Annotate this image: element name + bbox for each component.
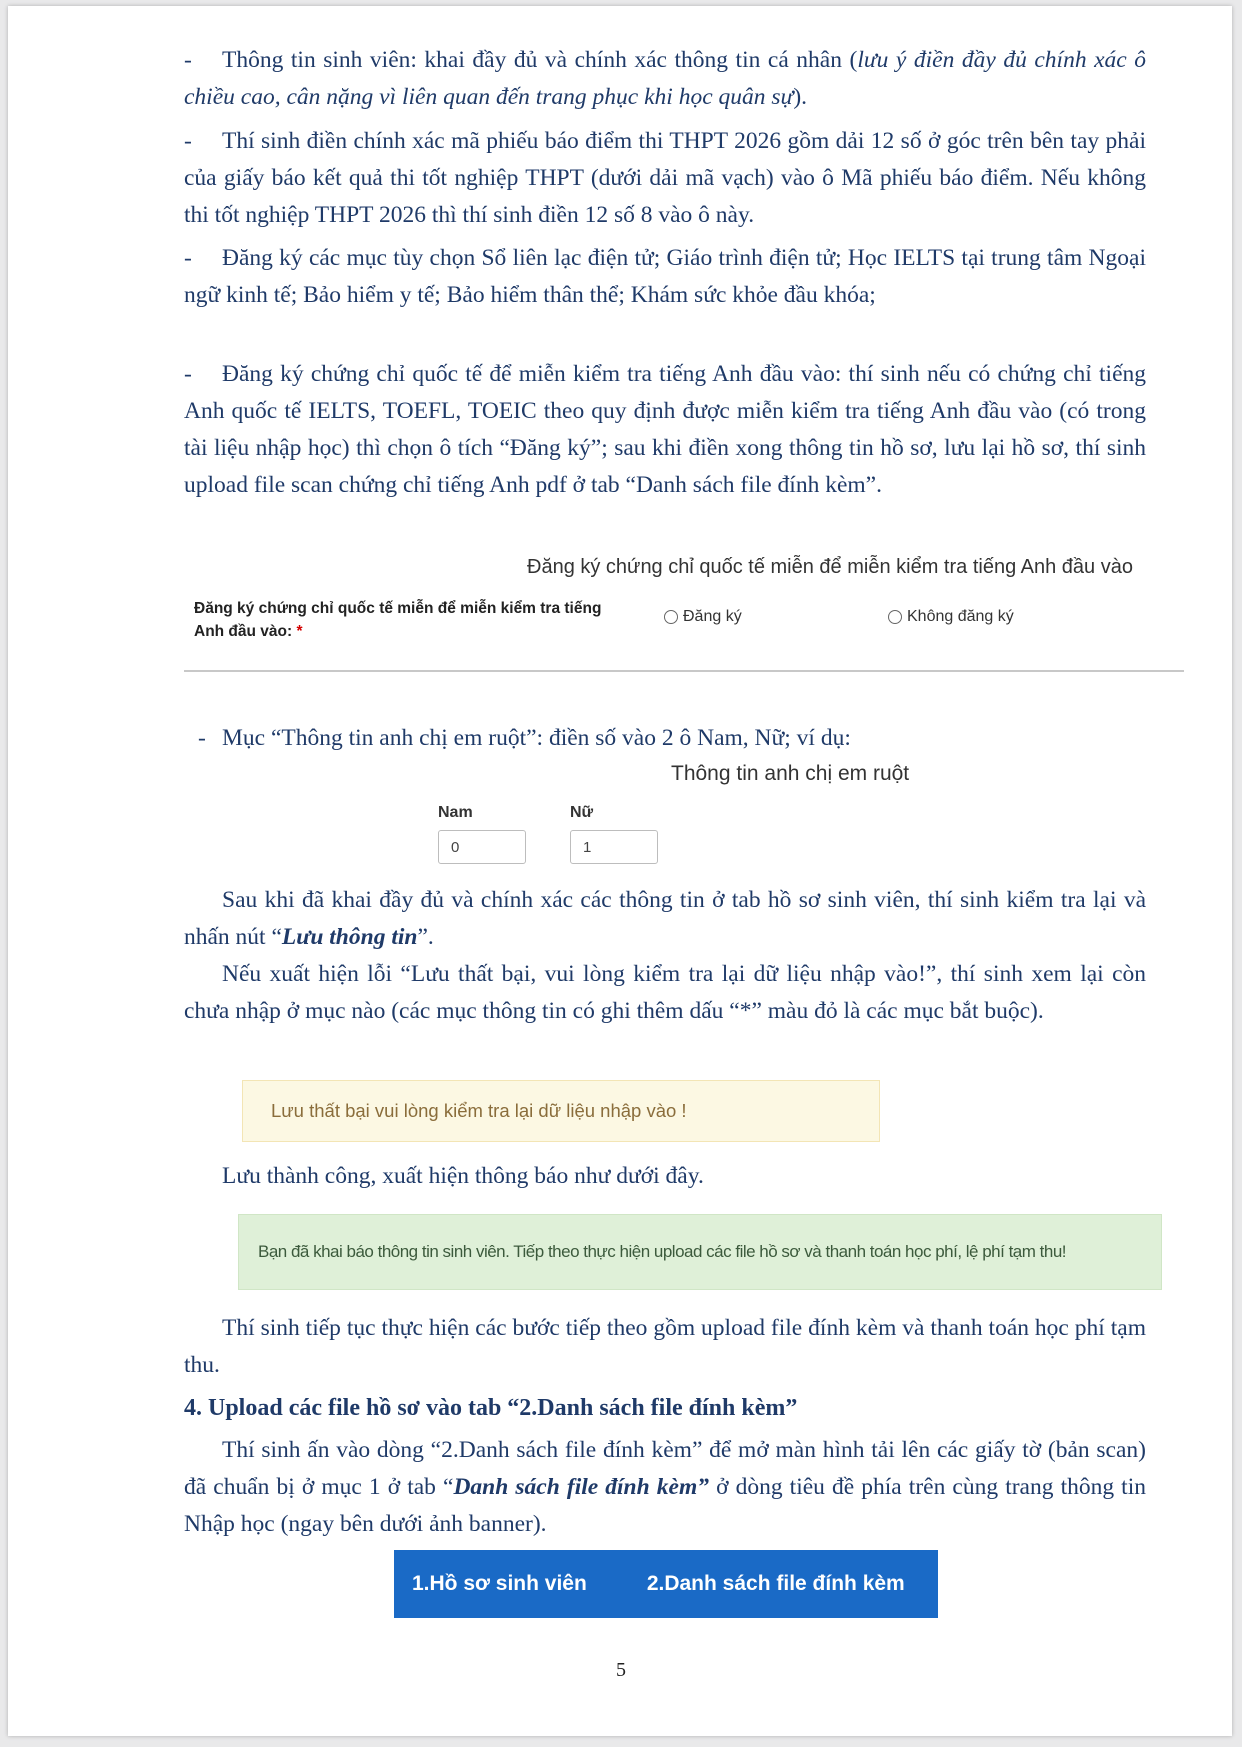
radio-circle-icon[interactable]: [664, 610, 678, 624]
male-count-input[interactable]: 0: [438, 830, 526, 864]
bullet-student-info: [184, 42, 1146, 116]
bullet-dash: -: [184, 245, 192, 271]
bullet-dash: -: [184, 128, 192, 154]
bullet-text-end: ).: [793, 84, 808, 110]
siblings-caption: Thông tin anh chị em ruột: [671, 762, 910, 785]
success-alert: Bạn đã khai báo thông tin sinh viên. Tiếp theo thực hiện upload các file hồ sơ và thanh toán học phí, lệ phí tạm thu!: [238, 1214, 1162, 1290]
radio-circle-icon[interactable]: [888, 610, 902, 624]
siblings-intro-text: Mục “Thông tin anh chị em ruột”: điền số vào 2 ô Nam, Nữ; ví dụ:: [222, 725, 851, 751]
tab-attachments[interactable]: 2.Danh sách file đính kèm: [646, 1572, 905, 1595]
female-count-input[interactable]: 1: [570, 830, 658, 864]
bullet-text: Đăng ký chứng chỉ quốc tế để miễn kiểm tra tiếng Anh đầu vào: thí sinh nếu có chứng chỉ tiếng Anh quốc tế IELTS, TOEFL, TOEIC theo quy định được miễn kiểm tra tiếng Anh đầu vào (có trong tài liệu nhập học) thì chọn ô tích “Đăng ký”; sau khi điền xong thông tin hồ sơ, lưu lại hồ sơ, thí sinh upload file scan chứng chỉ tiếng Anh pdf ở tab “Danh sách file đính kèm”.: [184, 361, 1146, 498]
success-instruction: Lưu thành công, xuất hiện thông báo như dưới đây.: [222, 1163, 704, 1189]
bullet-optional-items: [184, 240, 1146, 314]
bullet-dash: -: [184, 361, 192, 387]
bullet-note: lưu ý điền đầy đủ chính xác ô chiều cao, cân nặng vì liên quan đến trang phục khi học quân sự: [184, 47, 1146, 110]
bullet-score-code: [184, 123, 1146, 234]
radio-register-label: Đăng ký: [683, 608, 742, 625]
required-mark: *: [296, 623, 303, 640]
tab-bar: [394, 1550, 938, 1618]
section-4-heading: 4. Upload các file hồ sơ vào tab “2.Danh sách file đính kèm”: [184, 1395, 798, 1421]
male-label: Nam: [438, 804, 473, 821]
save-button-name: Lưu thông tin: [281, 924, 418, 950]
save-text-end: ”.: [417, 924, 434, 950]
radio-not-register[interactable]: [888, 608, 1014, 626]
page-number: 5: [616, 1659, 626, 1681]
female-label: Nữ: [570, 804, 594, 821]
bullet-text: Thí sinh điền chính xác mã phiếu báo điểm thi THPT 2026 gồm dải 12 số ở góc trên bên tay phải của giấy báo kết quả thi tốt nghiệp THPT (dưới dải mã vạch) vào ô Mã phiếu báo điểm. Nếu không thi tốt nghiệp THPT 2026 thì thí sinh điền 12 số 8 vào ô này.: [184, 128, 1146, 228]
siblings-intro: [198, 720, 1146, 757]
bullet-dash: -: [184, 47, 192, 73]
tab-student-profile[interactable]: 1.Hồ sơ sinh viên: [412, 1572, 587, 1595]
bullet-text: Đăng ký các mục tùy chọn Sổ liên lạc điện tử; Giáo trình điện tử; Học IELTS tại trung tâm Ngoại ngữ kinh tế; Bảo hiểm y tế; Bảo hiểm thân thể; Khám sức khỏe đầu khóa;: [184, 245, 1146, 308]
bullet-english-cert: [184, 356, 1146, 504]
cert-form-label: [194, 597, 614, 643]
error-instruction: Nếu xuất hiện lỗi “Lưu thất bại, vui lòng kiểm tra lại dữ liệu nhập vào!”, thí sinh xem lại còn chưa nhập ở mục nào (các mục thông tin có ghi thêm dấu “*” màu đỏ là các mục bắt buộc).: [184, 961, 1146, 1024]
cert-form-caption: Đăng ký chứng chỉ quốc tế miễn để miễn kiểm tra tiếng Anh đầu vào: [527, 556, 1133, 578]
section-4-paragraph: [184, 1432, 1146, 1543]
divider: [184, 670, 1184, 672]
radio-not-register-label: Không đăng ký: [907, 608, 1014, 625]
radio-register[interactable]: [664, 608, 742, 626]
continue-instruction: Thí sinh tiếp tục thực hiện các bước tiếp theo gồm upload file đính kèm và thanh toán học phí tạm thu.: [184, 1315, 1146, 1378]
bullet-text: Thông tin sinh viên: khai đầy đủ và chính xác thông tin cá nhân (: [222, 47, 858, 73]
section-4-text: Thí sinh ấn vào dòng “2.Danh sách file đính kèm” để mở màn hình tải lên các giấy tờ (bản scan) đã chuẩn bị ở mục 1 ở tab “: [184, 1437, 1146, 1500]
save-text: Sau khi đã khai đầy đủ và chính xác các thông tin ở tab hồ sơ sinh viên, thí sinh kiểm tra lại và nhấn nút “: [184, 887, 1146, 950]
section-4-tab-name: Danh sách file đính kèm”: [453, 1474, 709, 1500]
cert-form-label-text: Đăng ký chứng chỉ quốc tế miễn để miễn kiểm tra tiếng Anh đầu vào:: [194, 600, 602, 640]
save-instruction: [184, 882, 1146, 956]
section-4-text-end: ở dòng tiêu đề phía trên cùng trang thông tin Nhập học (ngay bên dưới ảnh banner).: [184, 1474, 1146, 1537]
bullet-dash: -: [198, 725, 206, 751]
error-alert: Lưu thất bại vui lòng kiểm tra lại dữ liệu nhập vào !: [242, 1080, 880, 1142]
